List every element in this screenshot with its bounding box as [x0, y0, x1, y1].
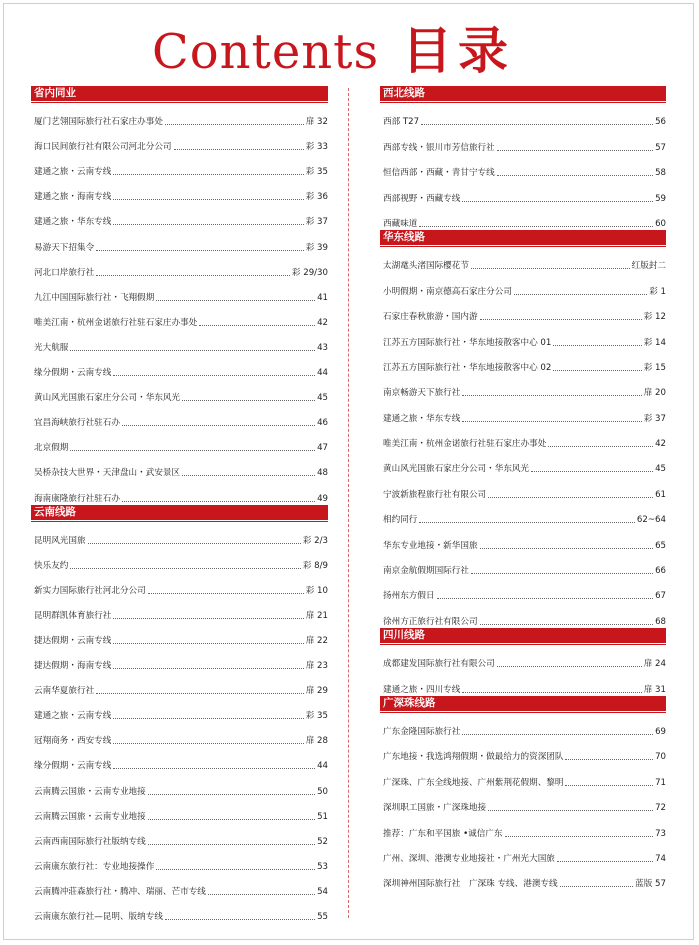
dot-leader: [70, 350, 315, 351]
entry-title: 北京假期: [34, 443, 69, 454]
dot-leader: [565, 759, 653, 760]
entry-page: 52: [317, 836, 328, 847]
entry-title: 云南康东旅行社：专业地接操作: [34, 861, 155, 872]
dot-leader: [462, 734, 653, 735]
toc-entry[interactable]: [380, 763, 666, 788]
toc-entry[interactable]: [380, 298, 666, 323]
entry-page: 蓝版 57: [635, 879, 666, 890]
toc-entry[interactable]: [380, 713, 666, 738]
dot-leader: [531, 471, 653, 472]
toc-entry[interactable]: [31, 379, 328, 404]
entry-title: 云南康东旅行社—昆明、版纳专线: [34, 912, 163, 922]
dot-leader: [165, 919, 315, 920]
toc-entry[interactable]: [380, 602, 666, 627]
entry-title: 唯美江南・杭州金诺旅行社驻石家庄办事处: [383, 439, 547, 450]
entry-title: 云南腾冲莊森旅行社・腾冲、瑞丽、芒市专线: [34, 886, 206, 897]
dot-leader: [96, 250, 304, 251]
toc-entry[interactable]: [380, 789, 666, 814]
entry-page: 彩 39: [305, 242, 328, 253]
dot-leader: [148, 844, 315, 845]
entry-title: 太湖鼋头渚国际樱花节: [383, 261, 469, 272]
dot-leader: [148, 819, 315, 820]
entry-page: 58: [655, 168, 666, 179]
entry-page: 彩 37: [643, 413, 666, 424]
toc-entry[interactable]: [31, 404, 328, 429]
entry-title: 光大航服: [34, 342, 69, 353]
entry-page: 47: [317, 443, 328, 454]
entry-title: 九江中国国际旅行社・飞翔假期: [34, 292, 155, 303]
entry-page: 55: [317, 912, 328, 922]
entry-page: 彩 12: [643, 312, 666, 323]
dot-leader: [165, 124, 304, 125]
dot-leader: [497, 150, 653, 151]
dot-leader: [156, 869, 315, 870]
entry-title: 西部视野・西藏专线: [383, 193, 461, 204]
entry-page: 43: [317, 342, 328, 353]
dot-leader: [480, 548, 654, 549]
section-heading: 西北线路: [380, 86, 666, 101]
entry-page: 彩 33: [305, 142, 328, 153]
toc-entry[interactable]: [380, 501, 666, 526]
toc-entry[interactable]: [31, 454, 328, 479]
toc-entry[interactable]: [31, 228, 328, 253]
entry-page: 44: [317, 761, 328, 772]
entry-page: 彩 14: [643, 337, 666, 348]
dot-leader: [113, 718, 303, 719]
dot-leader: [148, 794, 315, 795]
entry-title: 海口民间旅行社有限公司河北分公司: [34, 142, 172, 153]
section-heading: 四川线路: [380, 628, 666, 643]
dot-leader: [419, 226, 653, 227]
dot-leader: [113, 618, 303, 619]
entry-title: 推荐：广东和平国旅 •诚信广东: [383, 828, 503, 839]
entry-page: 73: [655, 828, 666, 839]
toc-entry[interactable]: [31, 873, 328, 898]
toc-entry[interactable]: [31, 547, 328, 572]
entry-title: 云南华夏旅行社: [34, 686, 95, 697]
entry-page: 彩 1: [649, 286, 666, 297]
dot-leader: [471, 268, 630, 269]
entry-page: 扉 32: [305, 117, 328, 128]
entry-title: 南京金航假期国际行社: [383, 566, 469, 577]
entry-page: 红版封二: [631, 261, 666, 272]
dot-leader: [113, 199, 303, 200]
dot-leader: [488, 810, 653, 811]
dot-leader: [182, 400, 315, 401]
entry-page: 45: [655, 464, 666, 475]
entry-page: 彩 36: [305, 192, 328, 203]
entry-title: 新实力国际旅行社河北分公司: [34, 585, 146, 596]
entry-page: 44: [317, 368, 328, 379]
entry-page: 61: [655, 489, 666, 500]
entry-title: 云南腾云国旅・云南专业地接: [34, 786, 146, 797]
dot-leader: [560, 886, 634, 887]
dot-leader: [421, 124, 653, 125]
entry-page: 彩 8/9: [302, 560, 328, 571]
entry-title: 捷达假期・云南专线: [34, 635, 112, 646]
entry-page: 扉 22: [305, 635, 328, 646]
toc-entry[interactable]: [380, 179, 666, 204]
entry-title: 深圳职工国旅・广深珠地接: [383, 803, 487, 814]
entry-page: 69: [655, 726, 666, 737]
entry-title: 唯美江南・杭州金诺旅行社驻石家庄办事处: [34, 317, 198, 328]
entry-page: 66: [655, 566, 666, 577]
dot-leader: [480, 319, 642, 320]
toc-entry[interactable]: [380, 840, 666, 865]
entry-page: 53: [317, 861, 328, 872]
dot-leader: [122, 501, 315, 502]
entry-page: 45: [317, 393, 328, 404]
entry-page: 42: [317, 317, 328, 328]
entry-title: 扬州东方假日: [383, 591, 435, 602]
toc-entry[interactable]: [380, 103, 666, 128]
toc-entry[interactable]: [380, 128, 666, 153]
toc-entry[interactable]: [31, 622, 328, 647]
entry-title: 缘分假期・云南专线: [34, 761, 112, 772]
entry-page: 48: [317, 468, 328, 479]
entry-title: 小明假期・南京德高石家庄分公司: [383, 286, 512, 297]
entry-title: 宁波新旅程旅行社有限公司: [383, 489, 487, 500]
entry-title: 河北口岸旅行社: [34, 267, 95, 278]
entry-title: 建通之旅・华东专线: [383, 413, 461, 424]
entry-title: 广东地接・我选鸿翔假期・做最给力的资深团队: [383, 752, 564, 763]
entry-title: 石家庄春秋旅游・国内游: [383, 312, 478, 323]
entry-page: 65: [655, 540, 666, 551]
entry-title: 云南腾云国旅・云南专业地接: [34, 811, 146, 822]
toc-entry[interactable]: [31, 254, 328, 279]
dot-leader: [557, 861, 653, 862]
entry-page: 彩 15: [643, 362, 666, 373]
entry-title: 西部专线・银川市芳信旅行社: [383, 142, 495, 153]
title-english: Contents: [152, 24, 380, 80]
toc-entry[interactable]: [380, 475, 666, 500]
toc-entry[interactable]: [380, 450, 666, 475]
entry-page: 彩 29/30: [291, 267, 328, 278]
dot-leader: [174, 149, 304, 150]
toc-entry[interactable]: [380, 205, 666, 230]
entry-page: 49: [317, 493, 328, 504]
entry-title: 华东专业地接・新华国旅: [383, 540, 478, 551]
dot-leader: [113, 174, 303, 175]
entry-page: 54: [317, 886, 328, 897]
toc-entry[interactable]: [31, 647, 328, 672]
toc-entry[interactable]: [31, 747, 328, 772]
dot-leader: [497, 666, 642, 667]
entry-page: 41: [317, 292, 328, 303]
entry-page: 彩 2/3: [302, 535, 328, 546]
entry-page: 42: [655, 439, 666, 450]
toc-entry[interactable]: [380, 865, 666, 890]
entry-page: 62~64: [636, 515, 666, 526]
page-title: [0, 14, 699, 84]
dot-leader: [96, 275, 290, 276]
entry-title: 黄山风光国旅石家庄分公司・华东风光: [34, 393, 181, 404]
section-heading: 云南线路: [31, 505, 328, 520]
entry-title: 冠翔商务・西安专线: [34, 736, 112, 747]
toc-entry[interactable]: [380, 814, 666, 839]
dot-leader: [199, 325, 315, 326]
toc-entry[interactable]: [380, 552, 666, 577]
entry-title: 黄山风光国旅石家庄分公司・华东风光: [383, 464, 530, 475]
toc-entry[interactable]: [31, 722, 328, 747]
toc-entry[interactable]: [31, 823, 328, 848]
dot-leader: [462, 395, 641, 396]
entry-title: 相约同行: [383, 515, 418, 526]
toc-entry[interactable]: [380, 645, 666, 670]
dot-leader: [553, 345, 641, 346]
entry-title: 缘分假期・云南专线: [34, 368, 112, 379]
toc-entry[interactable]: [31, 103, 328, 128]
entry-title: 南京畅游天下旅行社: [383, 388, 461, 399]
entry-title: 建通之旅・海南专线: [34, 192, 112, 203]
dot-leader: [462, 421, 641, 422]
toc-entry[interactable]: [380, 323, 666, 348]
entry-page: 扉 20: [643, 388, 666, 399]
toc-entry[interactable]: [380, 349, 666, 374]
entry-page: 46: [317, 418, 328, 429]
entry-page: 彩 35: [305, 711, 328, 722]
dot-leader: [462, 201, 653, 202]
toc-entry[interactable]: [380, 154, 666, 179]
entry-page: 50: [317, 786, 328, 797]
entry-page: 扉 24: [643, 659, 666, 670]
toc-entry[interactable]: [31, 597, 328, 622]
entry-page: 57: [655, 142, 666, 153]
dot-leader: [113, 643, 303, 644]
dot-leader: [156, 300, 315, 301]
entry-title: 广东金隆国际旅行社: [383, 726, 461, 737]
column-divider: [348, 88, 349, 918]
entry-page: 彩 35: [305, 167, 328, 178]
entry-page: 扉 28: [305, 736, 328, 747]
toc-entry[interactable]: [380, 374, 666, 399]
dot-leader: [480, 624, 654, 625]
entry-title: 深圳神州国际旅行社 广深珠 专线、港澳专线: [383, 879, 558, 890]
toc-entry[interactable]: [31, 572, 328, 597]
entry-title: 建通之旅・云南专线: [34, 167, 112, 178]
entry-title: 西部 T27: [383, 117, 420, 128]
entry-title: 昆明群凯体育旅行社: [34, 610, 112, 621]
toc-entry[interactable]: [380, 272, 666, 297]
toc-entry[interactable]: [31, 128, 328, 153]
toc-entry[interactable]: [31, 178, 328, 203]
entry-page: 70: [655, 752, 666, 763]
toc-entry[interactable]: [31, 153, 328, 178]
dot-leader: [148, 593, 304, 594]
entry-title: 恒信西部・西藏・青甘宁专线: [383, 168, 495, 179]
entry-page: 71: [655, 777, 666, 788]
dot-leader: [514, 294, 647, 295]
entry-title: 西藏味道: [383, 218, 418, 229]
entry-title: 建通之旅・华东专线: [34, 217, 112, 228]
dot-leader: [208, 894, 315, 895]
entry-title: 宜昌海峡旅行社驻石办: [34, 418, 120, 429]
dot-leader: [70, 568, 300, 569]
dot-leader: [553, 370, 641, 371]
dot-leader: [505, 836, 654, 837]
entry-title: 海南康隆旅行社驻石办: [34, 493, 120, 504]
dot-leader: [113, 743, 303, 744]
entry-title: 江苏五方国际旅行社・华东地接散客中心 02: [383, 362, 552, 373]
title-chinese: 目录: [402, 22, 514, 80]
toc-entry[interactable]: [31, 848, 328, 873]
section-heading: 省内同业: [31, 86, 328, 101]
entry-title: 江苏五方国际旅行社・华东地接散客中心 01: [383, 337, 552, 348]
dot-leader: [565, 785, 653, 786]
entry-title: 建通之旅・云南专线: [34, 711, 112, 722]
entry-title: 捷达假期・海南专线: [34, 661, 112, 672]
toc-entry[interactable]: [31, 354, 328, 379]
dot-leader: [70, 450, 315, 451]
entry-page: 59: [655, 193, 666, 204]
dot-leader: [182, 475, 315, 476]
toc-entry[interactable]: [31, 672, 328, 697]
entry-page: 扉 23: [305, 661, 328, 672]
dot-leader: [488, 497, 653, 498]
entry-title: 云南西南国际旅行社版纳专线: [34, 836, 146, 847]
toc-entry[interactable]: [380, 399, 666, 424]
toc-entry[interactable]: [380, 577, 666, 602]
toc-entry[interactable]: [31, 279, 328, 304]
toc-entry[interactable]: [31, 772, 328, 797]
entry-title: 快乐友约: [34, 560, 69, 571]
entry-title: 广州、深圳、港澳专业地接社・广州光大国旅: [383, 853, 555, 864]
dot-leader: [88, 543, 301, 544]
entry-title: 广深珠、广东全线地接、广州紫荆花假期、黎明: [383, 777, 564, 788]
toc-entry[interactable]: [380, 247, 666, 272]
toc-entry[interactable]: [31, 479, 328, 504]
entry-title: 昆明风光国旅: [34, 535, 86, 546]
entry-page: 彩 10: [305, 585, 328, 596]
section-heading: 广深珠线路: [380, 696, 666, 711]
toc-entry[interactable]: [380, 738, 666, 763]
entry-title: 建通之旅・四川专线: [383, 684, 461, 695]
dot-leader: [419, 522, 635, 523]
toc-entry[interactable]: [31, 429, 328, 454]
dot-leader: [462, 692, 641, 693]
entry-page: 74: [655, 853, 666, 864]
entry-page: 51: [317, 811, 328, 822]
entry-page: 彩 37: [305, 217, 328, 228]
entry-title: 易游天下招集令: [34, 242, 95, 253]
dot-leader: [122, 425, 315, 426]
section-heading: 华东线路: [380, 230, 666, 245]
toc-entry[interactable]: [31, 522, 328, 547]
entry-page: 扉 29: [305, 686, 328, 697]
dot-leader: [113, 768, 315, 769]
dot-leader: [437, 598, 653, 599]
entry-page: 扉 31: [643, 684, 666, 695]
entry-page: 扉 21: [305, 610, 328, 621]
toc-entry[interactable]: [31, 329, 328, 354]
entry-page: 72: [655, 803, 666, 814]
entry-title: 吴桥杂技大世界・天津盘山・武安景区: [34, 468, 181, 479]
entry-title: 成都建发国际旅行社有限公司: [383, 659, 495, 670]
toc-entry[interactable]: [380, 670, 666, 695]
dot-leader: [96, 693, 304, 694]
entry-title: 厦门艺翎国际旅行社石家庄办事处: [34, 117, 163, 128]
dot-leader: [113, 668, 303, 669]
entry-page: 56: [655, 117, 666, 128]
toc-entry[interactable]: [380, 526, 666, 551]
entry-title: 徐州方正旅行社有限公司: [383, 616, 478, 627]
left-column: [31, 86, 328, 923]
right-column: [380, 86, 666, 890]
toc-entry[interactable]: [31, 798, 328, 823]
toc-entry[interactable]: [31, 304, 328, 329]
entry-page: 60: [655, 218, 666, 229]
entry-page: 67: [655, 591, 666, 602]
toc-entry[interactable]: [31, 697, 328, 722]
toc-entry[interactable]: [31, 203, 328, 228]
toc-entry[interactable]: [31, 898, 328, 923]
entry-page: 68: [655, 616, 666, 627]
dot-leader: [548, 446, 653, 447]
dot-leader: [113, 375, 315, 376]
dot-leader: [471, 573, 653, 574]
toc-entry[interactable]: [380, 425, 666, 450]
dot-leader: [497, 175, 653, 176]
dot-leader: [113, 224, 303, 225]
